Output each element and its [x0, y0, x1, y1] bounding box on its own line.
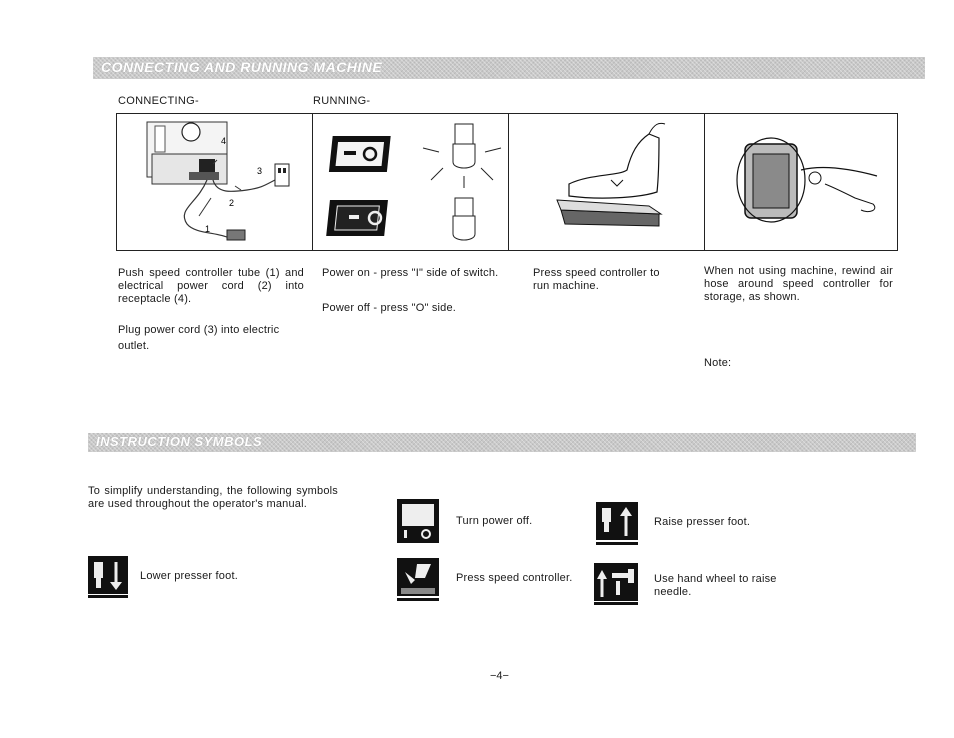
speed-controller-icon [397, 558, 439, 602]
symbols-intro: To simplify understanding, the following symbols are used throughout the operator's manual. [88, 485, 338, 510]
power-switch-drawing [313, 114, 508, 250]
connecting-label: CONNECTING- [118, 95, 199, 107]
caption-rewind: When not using machine, rewind air hose around speed controller for storage, as shown. [704, 265, 893, 303]
caption-connecting-2: Plug power cord (3) into electric outlet. [118, 324, 280, 352]
machine-connection-drawing [117, 114, 312, 250]
caption-power-on: Power on - press "I" side of switch. [322, 267, 499, 279]
lower-presser-foot-icon [88, 556, 128, 598]
note-label: Note: [704, 357, 732, 369]
callout-4: 4 [221, 136, 227, 146]
power-off-icon [397, 499, 439, 543]
caption-connecting-1: Push speed controller tube (1) and electrical power cord (2) into receptacle (4). [118, 267, 304, 305]
caption-speed-controller: Press speed controller to run machine. [533, 267, 660, 292]
symbol-label-lower-foot: Lower presser foot. [140, 570, 238, 582]
callout-1: 1 [205, 224, 211, 234]
illustration-power-switch [312, 113, 509, 251]
hand-wheel-icon [594, 563, 638, 605]
callout-2: 2 [229, 198, 235, 208]
symbol-label-hand-wheel: Use hand wheel to raise needle. [654, 573, 777, 598]
speed-controller-drawing [509, 114, 704, 250]
symbol-label-power-off: Turn power off. [456, 515, 533, 527]
illustration-rewind-hose [704, 113, 898, 251]
section-title: CONNECTING AND RUNNING MACHINE [101, 59, 383, 75]
illustration-speed-controller [508, 113, 705, 251]
callout-3: 3 [257, 166, 263, 176]
caption-power-off: Power off - press "O" side. [322, 302, 457, 314]
section-banner-connecting [93, 57, 925, 79]
symbol-label-raise-foot: Raise presser foot. [654, 516, 751, 528]
section-title-symbols: INSTRUCTION SYMBOLS [96, 434, 263, 449]
running-label: RUNNING- [313, 95, 371, 107]
rewind-hose-drawing [705, 114, 897, 250]
page-number: −4− [490, 670, 509, 682]
illustration-connecting [116, 113, 313, 251]
raise-presser-foot-icon [596, 502, 638, 546]
symbol-label-speed-controller: Press speed controller. [456, 572, 573, 584]
section-banner-symbols [88, 433, 916, 452]
